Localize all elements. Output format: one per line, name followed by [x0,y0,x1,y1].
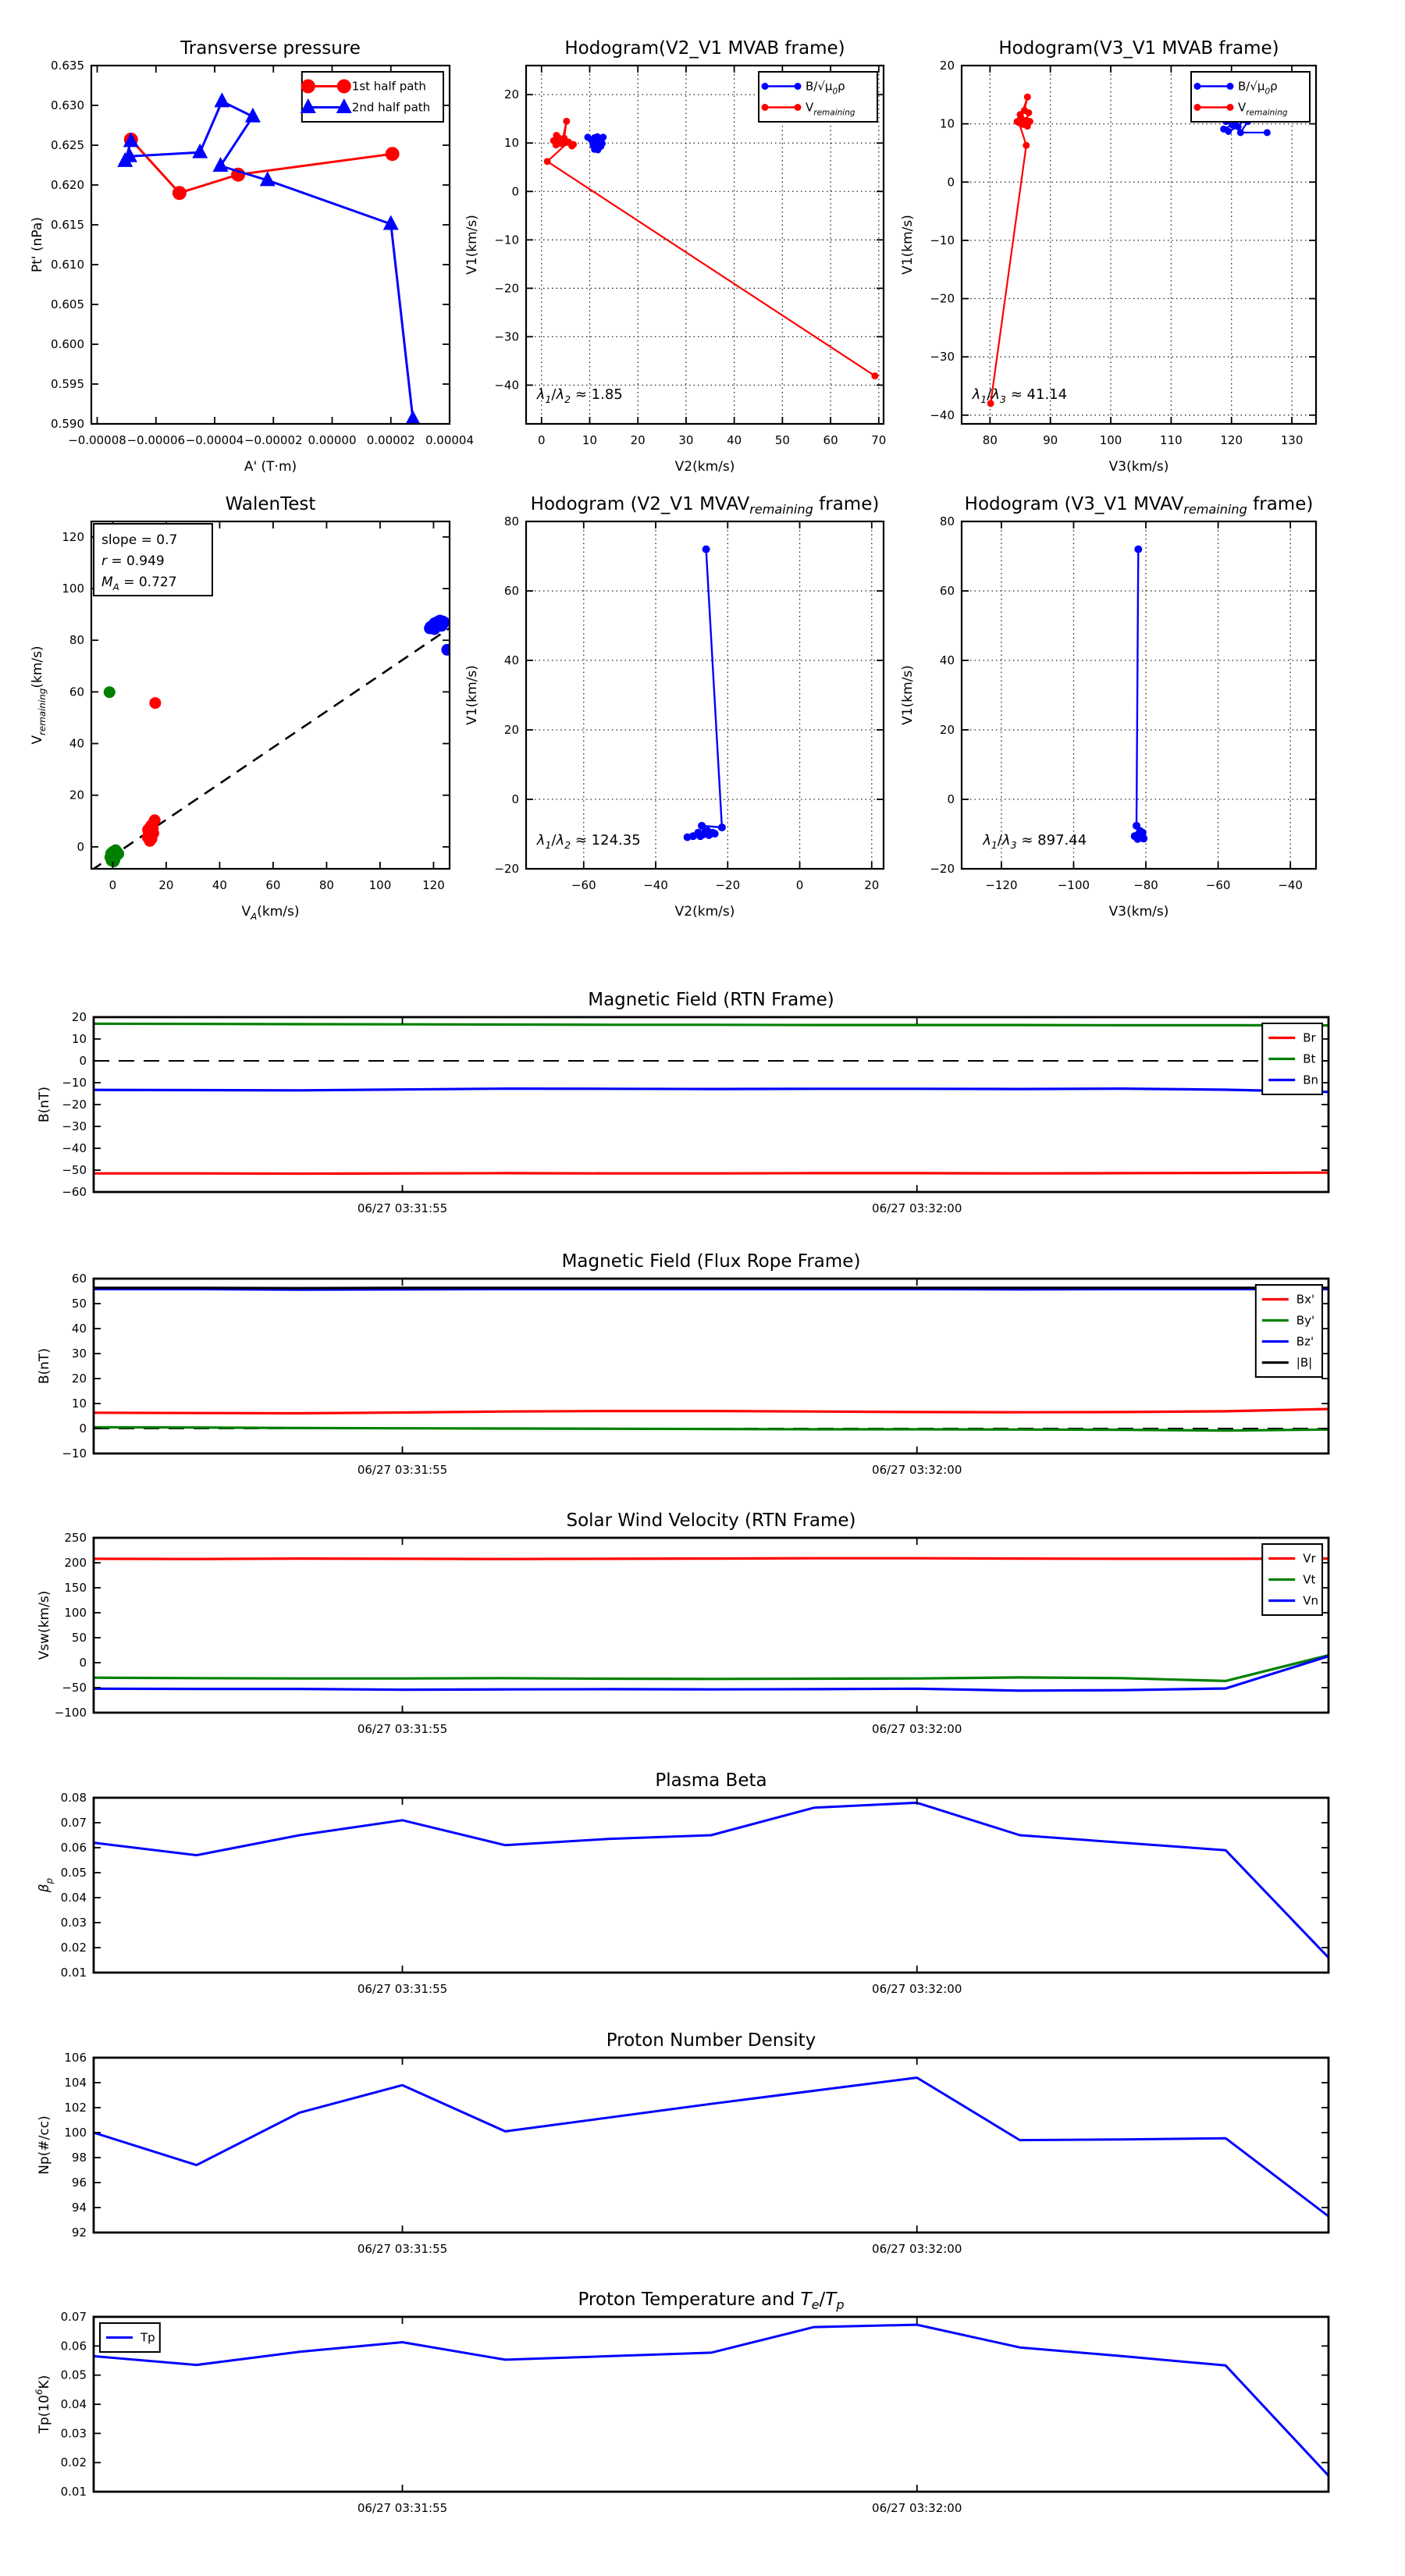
y-tick-label: 60 [69,685,84,699]
y-tick-label: 0.03 [60,2426,87,2441]
legend-label: $V_{remaining}$ [806,100,855,118]
x-tick-label: 80 [982,433,998,447]
y-tick-label: 20 [69,788,84,802]
x-tick-label: −0.00002 [244,433,303,447]
y-tick-label: 150 [64,1581,87,1595]
y-tick-label: −20 [494,281,519,296]
y-axis-label: Pt' (nPa) [30,217,45,272]
x-tick-label: −120 [985,878,1018,892]
y-tick-label: −60 [62,1185,87,1199]
series-Vr [94,1558,1329,1559]
y-tick-label: 0 [947,792,955,806]
y-tick-label: 80 [69,633,84,648]
x-tick-label: 40 [212,878,227,892]
y-tick-label: 30 [71,1347,87,1361]
y-tick-label: 100 [64,2126,87,2140]
x-axis-label: V2(km/s) [674,904,735,920]
y-tick-label: 20 [503,87,519,102]
plot-title: Plasma Beta [655,1770,767,1791]
y-tick-label: −20 [494,862,519,876]
x-tick-label: −80 [1133,878,1158,892]
plot-title: Solar Wind Velocity (RTN Frame) [566,1510,856,1531]
y-tick-label: 20 [71,1372,87,1386]
y-tick-label: 0.01 [60,1966,87,1980]
plot-title: Magnetic Field (Flux Rope Frame) [561,1251,861,1272]
y-axis-label: $Tp(10^6K)$ [34,2375,52,2434]
y-tick-label: 0 [511,184,519,199]
x-tick-label: 80 [318,878,334,892]
axes-frame [94,1538,1329,1713]
series-Np [94,2078,1329,2217]
tick-marks [94,1538,1329,1713]
axes-frame [94,2317,1329,2492]
legend [1262,1544,1322,1615]
y-tick-label: 0.04 [60,2397,87,2411]
plot-mag-rtn [37,990,1329,1215]
y-tick-label: −30 [62,1119,87,1133]
plot-hodogram-v2v1-mvab [464,38,886,475]
annotation: $\lambda_1/\lambda_3 \approx 897.44$ [983,831,1087,851]
x-tick-label: 0 [795,878,804,892]
x-tick-label: 130 [1280,433,1304,447]
x-tick-label: −60 [571,878,596,892]
legend-label: $V_{remaining}$ [1238,100,1288,118]
y-tick-label: 0.605 [51,297,84,311]
x-axis-label: A' (T·m) [244,459,297,475]
plot-np [37,2030,1329,2256]
series-Tp [94,2325,1329,2475]
plot-walen-test [30,494,453,922]
y-tick-label: −20 [930,862,955,876]
plot-title: Hodogram(V2_V1 MVAB frame) [564,38,845,59]
x-tick-label: 100 [368,878,392,892]
x-tick-label: 100 [1099,433,1122,447]
y-tick-label: 10 [503,136,519,151]
y-tick-label: −10 [62,1076,87,1090]
y-axis-label: V1(km/s) [900,215,916,275]
x-tick-label: 20 [630,433,646,447]
x-tick-label: 10 [582,433,598,447]
x-tick-label: 06/27 03:31:55 [357,1722,448,1736]
y-tick-label: 50 [71,1297,87,1311]
legend-label: 1st half path [351,79,426,94]
plot-title: Hodogram (V2_V1 $MVAV_{remaining}$ frame) [530,494,880,517]
annotation: $\lambda_1/\lambda_2 \approx 1.85$ [536,386,623,405]
y-tick-label: 0.06 [60,1841,87,1855]
x-tick-label: 20 [158,878,174,892]
y-tick-label: 60 [71,1272,87,1286]
plot-hodogram-v2v1-mvav [464,494,884,920]
legend [1262,1023,1322,1094]
legend-label: $B/√\mu_0\rho$ [806,79,845,97]
y-tick-label: 0.635 [51,59,84,73]
x-tick-label: 06/27 03:31:55 [357,2501,448,2515]
plot-title: Hodogram(V3_V1 MVAB frame) [998,38,1279,59]
plot-tp [34,2290,1329,2515]
tick-marks [94,2058,1329,2233]
x-axis-label: V3(km/s) [1108,904,1169,920]
x-tick-label: 120 [422,878,445,892]
y-tick-label: 60 [503,584,519,598]
axes-frame [94,1798,1329,1973]
x-tick-label: 90 [1043,433,1058,447]
x-tick-label: 20 [864,878,880,892]
y-tick-label: 96 [71,2176,87,2190]
y-tick-label: −50 [62,1163,87,1177]
y-tick-label: 250 [64,1531,87,1545]
y-tick-label: 0 [947,175,955,190]
y-axis-label: Np(#/cc) [37,2115,52,2175]
y-tick-label: 0 [79,1656,87,1670]
x-tick-label: 60 [265,878,281,892]
x-tick-label: −40 [1278,878,1303,892]
y-tick-label: 106 [64,2051,87,2065]
axes-frame [94,1017,1329,1192]
legend-label: Br [1303,1030,1316,1045]
plot-title: Transverse pressure [180,38,361,59]
x-tick-label: 06/27 03:31:55 [357,1201,448,1215]
plot-transverse-pressure [30,38,474,475]
y-tick-label: 60 [939,584,955,598]
series-Bx' [94,1409,1329,1414]
x-tick-label: 110 [1160,433,1183,447]
y-tick-label: 0 [511,792,519,806]
y-tick-label: 0.610 [51,258,84,272]
y-tick-label: −40 [62,1141,87,1155]
y-axis-label: $V_{remaining}(km/s)$ [30,646,48,745]
x-tick-label: −100 [1057,878,1090,892]
y-tick-label: −20 [62,1098,87,1112]
plot-beta [37,1770,1329,1996]
y-tick-label: −30 [494,329,519,344]
x-tick-label: −0.00004 [185,433,244,447]
x-tick-label: 06/27 03:32:00 [872,2242,962,2256]
y-tick-label: −10 [494,233,519,247]
y-tick-label: −10 [62,1446,87,1461]
y-tick-label: −40 [930,407,955,422]
plot-title: Hodogram (V3_V1 $MVAV_{remaining}$ frame) [964,494,1314,517]
y-tick-label: 0.625 [51,138,84,152]
x-tick-label: −0.00008 [68,433,126,447]
legend-label: Bx' [1296,1292,1315,1307]
x-tick-label: 06/27 03:32:00 [872,1722,962,1736]
stats-text: slope = 0.7 [101,532,178,548]
y-tick-label: 20 [71,1010,87,1024]
x-tick-label: 06/27 03:32:00 [872,1463,962,1477]
y-tick-label: 80 [939,514,955,528]
legend-label: By' [1296,1313,1315,1328]
series-Vt [94,1655,1329,1681]
y-tick-label: 200 [64,1556,87,1570]
stats-box [94,524,212,596]
x-tick-label: 06/27 03:31:55 [357,1982,448,1996]
stats-text: $M_A = 0.727$ [101,575,177,592]
y-tick-label: 20 [939,723,955,737]
y-tick-label: 92 [71,2226,87,2240]
plot-title: Proton Temperature and $T_e/T_p$ [578,2290,845,2312]
x-tick-label: 120 [1220,433,1243,447]
x-tick-label: 0 [537,433,546,447]
annotation: $\lambda_1/\lambda_3 \approx 41.14$ [972,386,1068,405]
y-tick-label: −30 [930,350,955,365]
x-tick-label: 06/27 03:31:55 [357,1463,448,1477]
y-tick-label: 40 [503,653,519,667]
legend [301,72,443,122]
y-tick-label: 104 [64,2076,87,2090]
y-tick-label: 94 [71,2201,87,2215]
y-axis-label: B(nT) [37,1086,52,1123]
x-tick-label: 06/27 03:32:00 [872,1982,962,1996]
x-axis-label: $V_A(km/s)$ [241,904,300,922]
x-axis-label: V2(km/s) [674,459,735,475]
legend-label: Bz' [1296,1334,1314,1349]
series-Br [94,1172,1329,1173]
y-tick-label: 0.07 [60,1816,87,1830]
y-tick-label: −100 [54,1706,87,1720]
y-tick-label: 0.04 [60,1891,87,1905]
y-tick-label: −40 [494,378,519,393]
y-tick-label: 102 [64,2101,87,2115]
x-tick-label: 0 [108,878,117,892]
legend-label: Vr [1303,1551,1316,1566]
axes-frame [526,521,884,869]
legend [759,72,877,122]
series-V-path [1135,550,1144,839]
plot-hodogram-v3v1-mvab [900,38,1316,475]
y-tick-label: 10 [71,1032,87,1046]
y-tick-label: 100 [62,582,84,596]
grid [526,521,884,869]
axes-frame [94,2058,1329,2233]
tick-marks [94,2317,1329,2492]
legend-label: Bn [1303,1073,1319,1087]
y-tick-label: 0.07 [60,2310,87,2324]
plot-vsw [37,1510,1329,1736]
series-V-path [688,550,722,838]
y-tick-label: 0.590 [51,417,84,431]
y-tick-label: −10 [930,233,955,247]
y-tick-label: 0.615 [51,218,84,232]
y-tick-label: 50 [71,1631,87,1645]
y-tick-label: 120 [62,529,84,544]
tick-marks [94,1017,1329,1192]
x-tick-label: 06/27 03:32:00 [872,1201,962,1215]
y-tick-label: 10 [71,1397,87,1411]
y-axis-label: Vsw(km/s) [37,1590,52,1660]
x-tick-label: 30 [678,433,694,447]
plot-mag-fluxrope [37,1251,1329,1477]
x-tick-label: 0.00000 [308,433,357,447]
y-tick-label: 0 [76,839,84,854]
y-tick-label: 0.630 [51,98,84,112]
series-beta-p [94,1802,1329,1957]
y-tick-label: 0.620 [51,178,84,192]
stats-text: r = 0.949 [101,553,165,569]
y-tick-label: 0 [79,1421,87,1436]
x-tick-label: −40 [643,878,668,892]
y-axis-label: V1(km/s) [900,665,916,725]
y-tick-label: 0 [79,1054,87,1068]
x-tick-label: −0.00006 [126,433,186,447]
y-tick-label: 40 [69,736,84,751]
x-tick-label: 40 [727,433,742,447]
y-tick-label: 80 [503,514,519,528]
y-axis-label: B(nT) [37,1347,52,1385]
series-Bt [94,1023,1329,1025]
x-tick-label: 50 [774,433,790,447]
y-tick-label: 40 [939,653,955,667]
y-tick-label: 100 [64,1606,87,1620]
tick-marks [94,1798,1329,1973]
x-tick-label: 0.00004 [425,433,475,447]
legend-label: |B| [1296,1355,1313,1370]
legend-label: $B/√\mu_0\rho$ [1238,79,1278,97]
plot-title: WalenTest [225,494,316,514]
y-tick-label: 98 [71,2151,87,2165]
y-tick-label: 0.05 [60,2368,87,2382]
y-tick-label: −20 [930,291,955,306]
plot-hodogram-v3v1-mvav [900,494,1316,920]
x-tick-label: 70 [871,433,887,447]
y-tick-label: −50 [62,1681,87,1695]
y-tick-label: 0.06 [60,2339,87,2354]
legend-label: Vn [1303,1593,1318,1608]
y-axis-label: V1(km/s) [464,215,480,275]
y-tick-label: 20 [503,723,519,737]
y-tick-label: 0.05 [60,1866,87,1880]
y-tick-label: 10 [939,116,955,131]
y-tick-label: 0.03 [60,1916,87,1930]
annotation: $\lambda_1/\lambda_2 \approx 124.35$ [536,831,641,851]
legend [1191,72,1310,122]
x-tick-label: −60 [1205,878,1231,892]
x-tick-label: 06/27 03:31:55 [357,2242,448,2256]
x-tick-label: 0.00002 [366,433,415,447]
y-axis-label: V1(km/s) [464,665,480,725]
series-Bn [94,1089,1329,1092]
x-axis-label: V3(km/s) [1108,459,1169,475]
y-tick-label: 0.595 [51,377,84,391]
y-axis-label: $\beta_p$ [37,1877,55,1893]
legend [100,2323,160,2352]
y-tick-label: 20 [939,59,955,73]
y-tick-label: 0.02 [60,1941,87,1955]
legend [1256,1285,1322,1377]
tick-marks [526,521,884,869]
y-tick-label: 0.01 [60,2485,87,2499]
legend-label: 2nd half path [351,100,431,115]
y-tick-label: 0.02 [60,2455,87,2470]
legend-label: Vt [1303,1572,1316,1587]
y-tick-label: 0.08 [60,1791,87,1805]
legend-label: Tp [140,2330,155,2345]
y-tick-label: 0.600 [51,337,84,351]
plot-title: Proton Number Density [606,2030,816,2051]
legend-label: Bt [1303,1051,1316,1066]
series-2nd-half-path [125,101,413,419]
series-V-remaining [547,121,875,375]
series-Vn [94,1656,1329,1691]
y-tick-label: 40 [71,1322,87,1336]
x-tick-label: 60 [823,433,838,447]
plot-title: Magnetic Field (RTN Frame) [588,990,834,1010]
x-tick-label: −20 [715,878,741,892]
x-tick-label: 06/27 03:32:00 [872,2501,962,2515]
